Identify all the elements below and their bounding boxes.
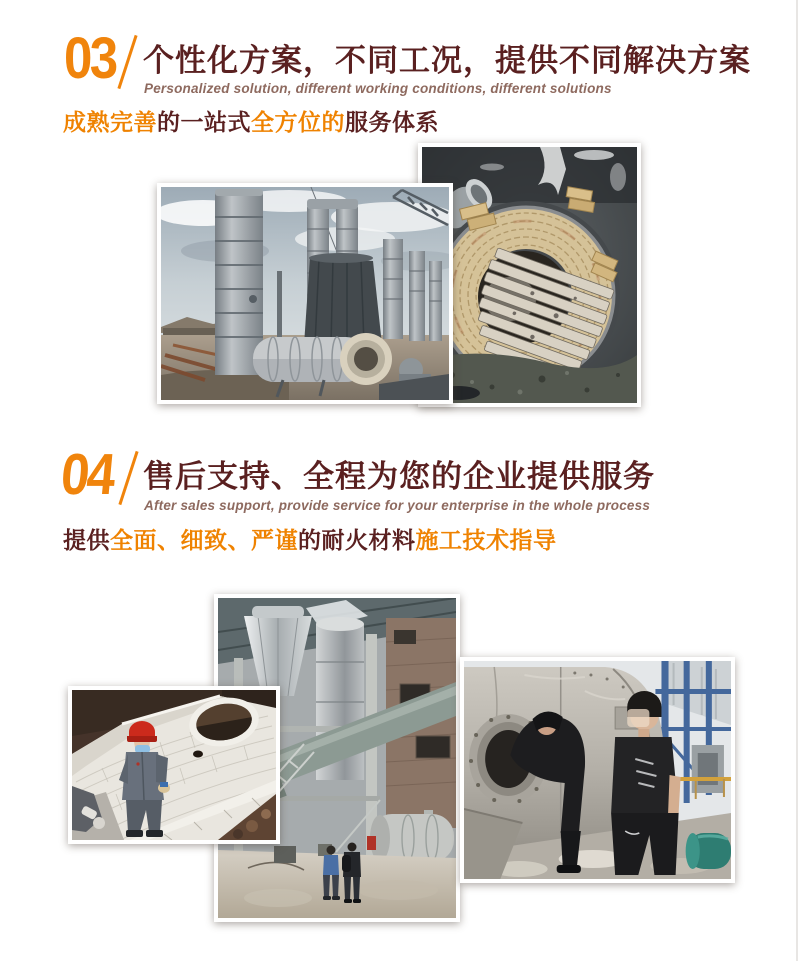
- tagline-segment: 全面、细致、严谨: [110, 527, 298, 553]
- tagline-segment: 服务体系: [345, 109, 439, 135]
- tagline-segment: 成熟完善: [63, 109, 157, 135]
- section-04-number: 04: [58, 442, 116, 507]
- section-03-slash-decoration: [117, 35, 137, 89]
- tagline-segment: 的一站式: [157, 109, 251, 135]
- section-04-tagline: [63, 528, 557, 553]
- fiber-lining-worker-photo: [68, 686, 280, 844]
- tagline-segment: 的耐火材料: [298, 527, 416, 553]
- industrial-towers-illustration: [161, 187, 449, 400]
- section-04-heading: 售后支持、全程为您的企业提供服务: [143, 459, 655, 494]
- tagline-segment: 全方位的: [251, 109, 345, 135]
- kiln-brick-lining-illustration: [422, 147, 637, 403]
- industrial-towers-photo: [157, 183, 453, 404]
- equipment-inspection-illustration: [464, 661, 731, 879]
- equipment-inspection-photo: [460, 657, 735, 883]
- section-03-subheading-english: Personalized solution, different working conditions, different solutions: [144, 81, 612, 96]
- section-04-subheading-english: After sales support, provide service for your enterprise in the whole process: [144, 498, 651, 513]
- section-04-slash-decoration: [118, 451, 138, 505]
- tagline-segment: 施工技术指导: [415, 527, 557, 553]
- section-03-heading: 个性化方案，不同工况，提供不同解决方案: [143, 43, 751, 78]
- page-right-border: [796, 0, 798, 961]
- section-03-number: 03: [64, 26, 116, 91]
- tagline-segment: 提供: [63, 527, 110, 553]
- fiber-lining-worker-illustration: [72, 690, 276, 840]
- section-03-tagline: [63, 110, 439, 135]
